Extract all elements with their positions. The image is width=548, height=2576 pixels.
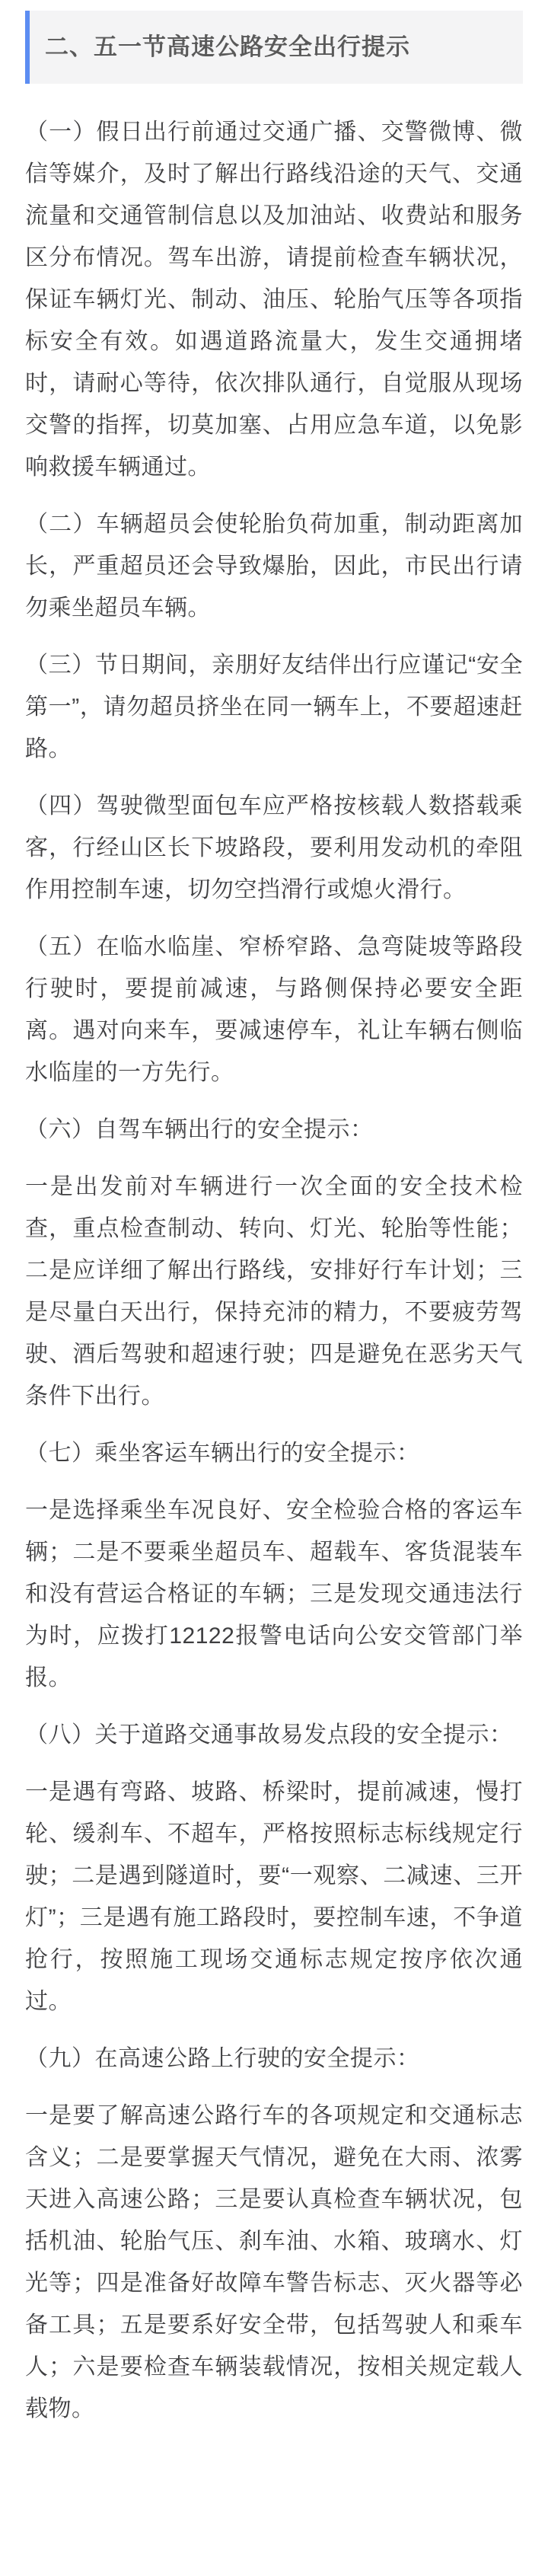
article-paragraph: （一）假日出行前通过交通广播、交警微博、微信等媒介，及时了解出行路线沿途的天气、交通流量和交通管制信息以及加油站、收费站和服务区分布情况。驾车出游，请提前检查车辆状况，保证车辆灯光、制动、油压、轮胎气压等各项指标安全有效。如遇道路流量大，发生交通拥堵时，请耐心等待，依次排队通行，自觉服从现场交警的指挥，切莫加塞、占用应急车道，以免影响救援车辆通过。 [25,120,523,480]
article-body [25,111,523,2430]
section-header [25,11,523,84]
article-paragraph: （五）在临水临崖、窄桥窄路、急弯陡坡等路段行驶时，要提前减速，与路侧保持必要安全距离。遇对向来车，要减速停车，礼让车辆右侧临水临崖的一方先行。 [25,934,523,1085]
article-paragraph: 一是要了解高速公路行车的各项规定和交通标志含义；二是要掌握天气情况，避免在大雨、浓雾天进入高速公路；三是要认真检查车辆状况，包括机油、轮胎气压、刹车油、水箱、玻璃水、灯光等；四是准备好故障车警告标志、灭火器等必备工具；五是要系好安全带，包括驾驶人和乘车人；六是要检查车辆装载情况，按相关规定载人载物。 [25,2103,523,2421]
article-paragraph: 一是选择乘坐车况良好、安全检验合格的客运车辆；二是不要乘坐超员车、超载车、客货混装车和没有营运合格证的车辆；三是发现交通违法行为时，应拨打12122报警电话向公安交管部门举报。 [25,1498,523,1690]
article-paragraph: （六）自驾车辆出行的安全提示： [25,1117,374,1142]
article-paragraph: （九）在高速公路上行驶的安全提示： [25,2046,420,2071]
article-paragraph: 一是遇有弯路、坡路、桥梁时，提前减速，慢打轮、缓刹车、不超车，严格按照标志标线规定行驶；二是遇到隧道时，要“一观察、二减速、三开灯”；三是遇有施工路段时，要控制车速，不争道抢行，按照施工现场交通标志规定按序依次通过。 [25,1780,523,2014]
article-paragraph: （七）乘坐客运车辆出行的安全提示： [25,1441,420,1466]
article-paragraph: （八）关于道路交通事故易发点段的安全提示： [25,1722,513,1748]
article-paragraph: （三）节日期间，亲朋好友结伴出行应谨记“安全第一”，请勿超员挤坐在同一辆车上，不要超速赶路。 [25,653,523,761]
article-paragraph: （二）车辆超员会使轮胎负荷加重，制动距离加长，严重超员还会导致爆胎，因此，市民出行请勿乘坐超员车辆。 [25,512,523,621]
section-title: 二、五一节高速公路安全出行提示 [45,34,410,61]
article-paragraph: 一是出发前对车辆进行一次全面的安全技术检查，重点检查制动、转向、灯光、轮胎等性能；二是应详细了解出行路线，安排好行车计划；三是尽量白天出行，保持充沛的精力，不要疲劳驾驶、酒后驾驶和超速行驶；四是避免在恶劣天气条件下出行。 [25,1174,523,1409]
article-paragraph: （四）驾驶微型面包车应严格按核载人数搭载乘客，行经山区长下坡路段，要利用发动机的牵阻作用控制车速，切勿空挡滑行或熄火滑行。 [25,793,523,902]
